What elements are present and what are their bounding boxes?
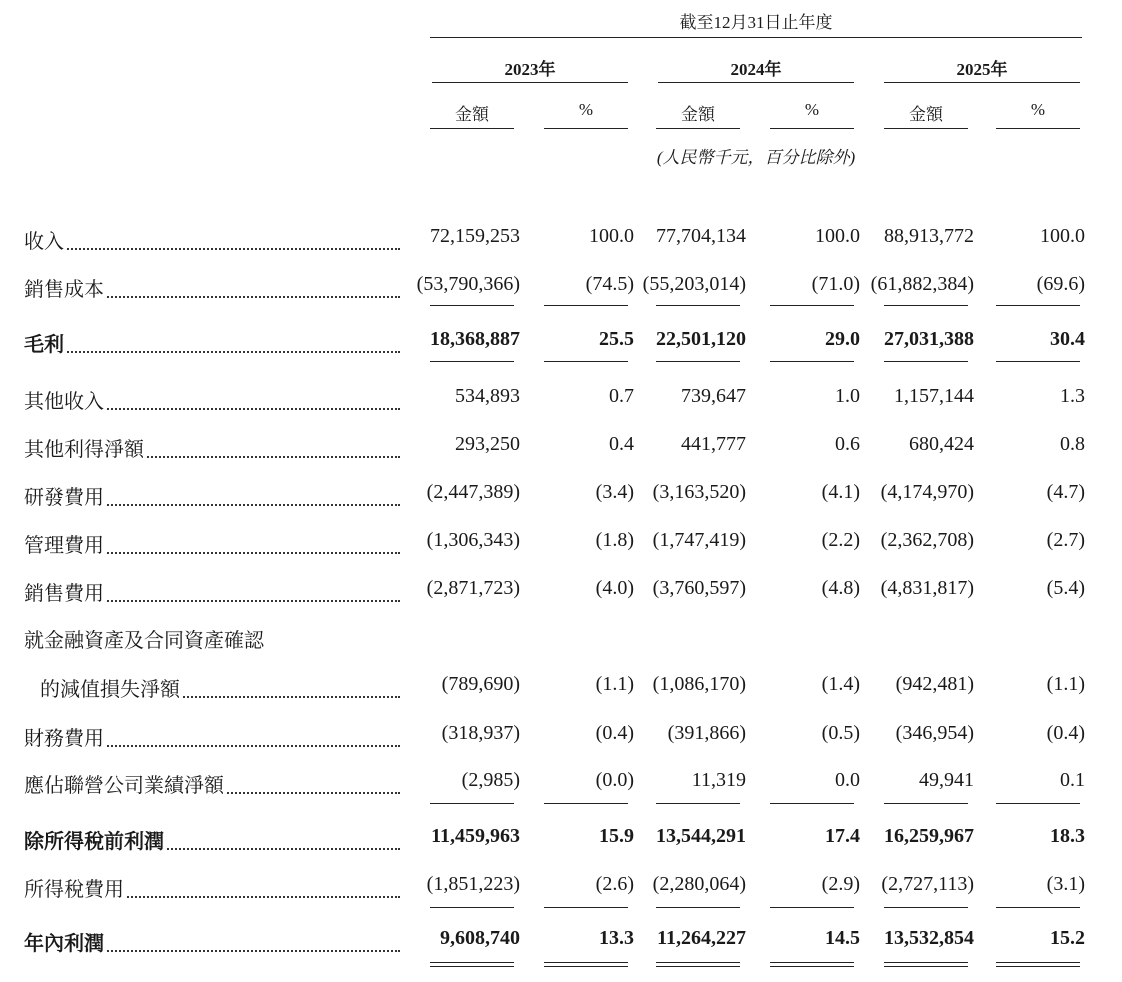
row-label	[24, 722, 400, 751]
period-header: 截至12月31日止年度	[679, 13, 833, 32]
single-rule	[996, 907, 1080, 908]
year-header-2023: 2023年	[504, 60, 556, 79]
percent-value: 30.4	[1050, 328, 1085, 350]
percent-value: (2.9)	[821, 873, 860, 895]
percent-value: (1.1)	[1046, 673, 1085, 695]
percent-value: (0.4)	[1046, 722, 1085, 744]
year-header-2024: 2024年	[730, 60, 782, 79]
percent-value: 0.7	[609, 385, 634, 407]
percent-value: 0.4	[609, 433, 634, 455]
percent-value: (3.4)	[595, 481, 634, 503]
percent-value: (0.0)	[595, 769, 634, 791]
percent-value: (0.5)	[821, 722, 860, 744]
percent-value: (2.7)	[1046, 529, 1085, 551]
row-label	[24, 433, 400, 462]
single-rule	[884, 305, 968, 306]
single-rule	[770, 361, 854, 362]
amount-header: 金額	[909, 105, 943, 124]
double-rule	[996, 966, 1080, 967]
row-label-text: 年內利潤	[24, 933, 104, 955]
amount-value: 11,459,963	[431, 825, 520, 847]
percent-value: (1.8)	[595, 529, 634, 551]
amount-value: 11,319	[691, 769, 746, 791]
row-label-text: 除所得稅前利潤	[24, 831, 164, 853]
percent-value: (0.4)	[595, 722, 634, 744]
amount-value: (61,882,384)	[870, 273, 974, 295]
row-label-text: 其他利得淨額	[24, 439, 144, 461]
amount-value: 16,259,967	[884, 825, 974, 847]
amount-value: 680,424	[909, 433, 974, 455]
amount-value: (4,831,817)	[880, 577, 974, 599]
single-rule	[656, 907, 740, 908]
row-label	[24, 927, 400, 956]
single-rule	[544, 803, 628, 804]
double-rule	[430, 966, 514, 967]
single-rule	[430, 803, 514, 804]
year-underline	[884, 82, 1080, 83]
row-label	[24, 624, 266, 653]
amount-value: (391,866)	[667, 722, 746, 744]
percent-value: 17.4	[825, 825, 860, 847]
amount-value: (318,937)	[441, 722, 520, 744]
amount-value: 77,704,134	[656, 225, 746, 247]
double-rule	[770, 962, 854, 963]
column-underline	[430, 128, 514, 129]
double-rule	[884, 966, 968, 967]
percent-header: %	[804, 100, 820, 119]
amount-value: 739,647	[681, 385, 746, 407]
row-label	[24, 481, 400, 510]
single-rule	[884, 907, 968, 908]
percent-value: 100.0	[1040, 225, 1085, 247]
amount-value: (1,306,343)	[426, 529, 520, 551]
amount-value: (53,790,366)	[416, 273, 520, 295]
double-rule	[884, 962, 968, 963]
amount-value: 441,777	[681, 433, 746, 455]
single-rule	[770, 803, 854, 804]
single-rule	[996, 361, 1080, 362]
amount-value: 293,250	[455, 433, 520, 455]
row-label-text: 應佔聯營公司業績淨額	[24, 775, 224, 797]
single-rule	[996, 305, 1080, 306]
amount-value: 22,501,120	[656, 328, 746, 350]
amount-value: (2,985)	[461, 769, 520, 791]
leader-dots	[24, 351, 400, 353]
single-rule	[656, 803, 740, 804]
column-underline	[656, 128, 740, 129]
unit-note: (人民幣千元，百分比除外)	[656, 148, 856, 167]
row-label-text: 研發費用	[24, 487, 104, 509]
single-rule	[544, 907, 628, 908]
single-rule	[770, 305, 854, 306]
single-rule	[770, 907, 854, 908]
percent-value: 0.6	[835, 433, 860, 455]
percent-header: %	[1030, 100, 1046, 119]
row-label	[24, 225, 400, 254]
amount-value: (2,727,113)	[881, 873, 974, 895]
amount-value: 13,532,854	[884, 927, 974, 949]
row-label	[24, 328, 400, 357]
double-rule	[770, 966, 854, 967]
percent-value: (2.6)	[595, 873, 634, 895]
amount-value: 88,913,772	[884, 225, 974, 247]
double-rule	[656, 962, 740, 963]
amount-value: (1,851,223)	[426, 873, 520, 895]
row-label-text: 毛利	[24, 334, 64, 356]
percent-value: 25.5	[599, 328, 634, 350]
amount-value: 534,893	[455, 385, 520, 407]
single-rule	[656, 361, 740, 362]
percent-value: 0.1	[1060, 769, 1085, 791]
column-underline	[996, 128, 1080, 129]
percent-value: (74.5)	[585, 273, 634, 295]
amount-value: (55,203,014)	[642, 273, 746, 295]
percent-header: %	[578, 100, 594, 119]
single-rule	[544, 361, 628, 362]
amount-value: 27,031,388	[884, 328, 974, 350]
double-rule	[430, 962, 514, 963]
percent-value: 13.3	[599, 927, 634, 949]
amount-value: (4,174,970)	[880, 481, 974, 503]
column-underline	[544, 128, 628, 129]
percent-value: 0.0	[835, 769, 860, 791]
amount-value: (942,481)	[895, 673, 974, 695]
single-rule	[430, 361, 514, 362]
row-label-text: 就金融資產及合同資產確認	[24, 630, 264, 652]
percent-value: (4.0)	[595, 577, 634, 599]
row-label	[40, 673, 400, 702]
amount-header: 金額	[455, 105, 489, 124]
percent-value: (69.6)	[1036, 273, 1085, 295]
amount-value: (2,871,723)	[426, 577, 520, 599]
amount-value: (2,362,708)	[880, 529, 974, 551]
column-underline	[770, 128, 854, 129]
amount-value: (1,086,170)	[652, 673, 746, 695]
year-header-2025: 2025年	[956, 60, 1008, 79]
double-rule	[544, 966, 628, 967]
row-label	[24, 273, 400, 302]
year-underline	[432, 82, 628, 83]
period-underline	[430, 37, 1082, 38]
amount-value: (1,747,419)	[652, 529, 746, 551]
row-label	[24, 873, 400, 902]
single-rule	[884, 803, 968, 804]
row-label-text: 其他收入	[24, 391, 104, 413]
row-label-text: 所得稅費用	[24, 879, 124, 901]
amount-value: 13,544,291	[656, 825, 746, 847]
percent-value: 18.3	[1050, 825, 1085, 847]
row-label-text: 管理費用	[24, 535, 104, 557]
percent-value: 1.0	[835, 385, 860, 407]
amount-value: 49,941	[919, 769, 974, 791]
single-rule	[430, 305, 514, 306]
percent-value: 0.8	[1060, 433, 1085, 455]
percent-value: (4.1)	[821, 481, 860, 503]
amount-value: 11,264,227	[657, 927, 746, 949]
year-underline	[658, 82, 854, 83]
single-rule	[656, 305, 740, 306]
amount-value: 72,159,253	[430, 225, 520, 247]
row-label	[24, 529, 400, 558]
percent-value: 14.5	[825, 927, 860, 949]
percent-value: 15.9	[599, 825, 634, 847]
amount-value: 18,368,887	[430, 328, 520, 350]
row-label	[24, 825, 400, 854]
row-label-text: 收入	[24, 231, 64, 253]
percent-value: (5.4)	[1046, 577, 1085, 599]
amount-value: (2,280,064)	[652, 873, 746, 895]
percent-value: (1.1)	[595, 673, 634, 695]
row-label	[24, 577, 400, 606]
single-rule	[884, 361, 968, 362]
percent-value: (1.4)	[821, 673, 860, 695]
amount-value: (3,163,520)	[652, 481, 746, 503]
row-label	[24, 769, 400, 798]
column-underline	[884, 128, 968, 129]
amount-value: (2,447,389)	[426, 481, 520, 503]
amount-value: (789,690)	[441, 673, 520, 695]
single-rule	[996, 803, 1080, 804]
double-rule	[996, 962, 1080, 963]
double-rule	[656, 966, 740, 967]
percent-value: 15.2	[1050, 927, 1085, 949]
row-label	[24, 385, 400, 414]
single-rule	[430, 907, 514, 908]
percent-value: (3.1)	[1046, 873, 1085, 895]
percent-value: 100.0	[815, 225, 860, 247]
amount-header: 金額	[681, 105, 715, 124]
leader-dots	[24, 248, 400, 250]
amount-value: 1,157,144	[894, 385, 974, 407]
double-rule	[544, 962, 628, 963]
amount-value: 9,608,740	[440, 927, 520, 949]
percent-value: 100.0	[589, 225, 634, 247]
percent-value: (2.2)	[821, 529, 860, 551]
single-rule	[544, 305, 628, 306]
amount-value: (3,760,597)	[652, 577, 746, 599]
row-label-text: 銷售成本	[24, 279, 104, 301]
row-label-text: 銷售費用	[24, 583, 104, 605]
percent-value: (4.7)	[1046, 481, 1085, 503]
percent-value: 1.3	[1060, 385, 1085, 407]
percent-value: (4.8)	[821, 577, 860, 599]
amount-value: (346,954)	[895, 722, 974, 744]
row-label-text: 的減值損失淨額	[40, 679, 180, 701]
row-label-text: 財務費用	[24, 728, 104, 750]
percent-value: 29.0	[825, 328, 860, 350]
percent-value: (71.0)	[811, 273, 860, 295]
